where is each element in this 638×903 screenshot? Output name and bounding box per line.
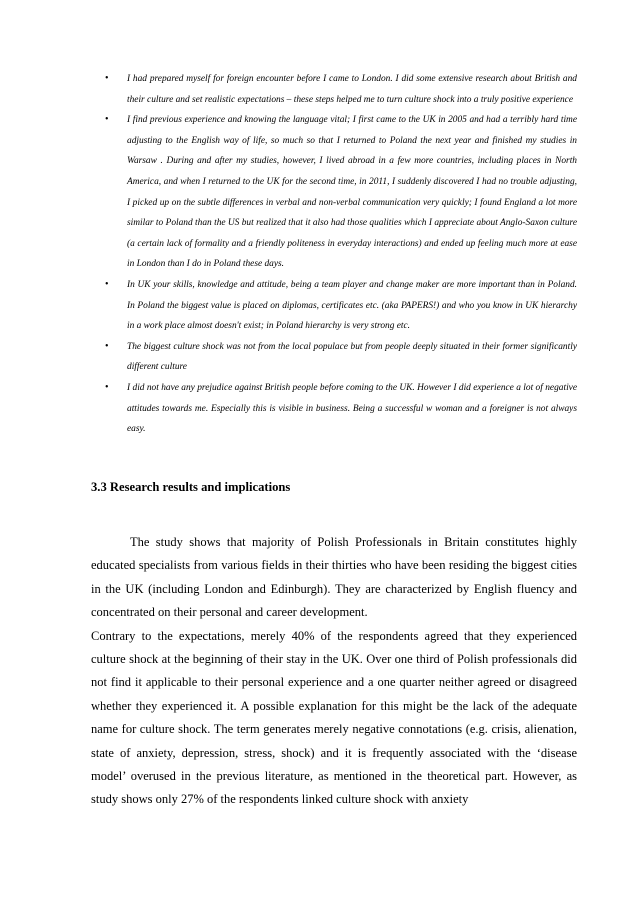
bullet-item: [91, 275, 577, 337]
bullet-text: I find previous experience and knowing the language vital; I first came to the UK in 2005 and had a terribly hard time adjusting to the English way of life, so much so that I returned to Poland the next year and finished my studies in Warsaw . During and after my studies, however, I lived abroad in a few more countries, including places in North America, and when I returned to the UK for the second time, in 2011, I suddenly discovered I had no trouble adjusting, I picked up on the subtle differences in verbal and non-verbal communication very quickly; I found England a lot more similar to Poland than the US but realized that it also had those qualities which I appreciate about Anglo-Saxon culture (a certain lack of formality and a friendly politeness in everyday interactions) and ended up feeling much more at ease in London than I do in Poland these days.: [127, 115, 577, 270]
bullet-item: [91, 110, 577, 275]
bullet-dot-icon: •: [105, 278, 109, 290]
bullet-text: In UK your skills, knowledge and attitude, being a team player and change maker are more important than in Poland. In Poland the biggest value is placed on diplomas, certificates etc. (aka PAPERS!) and who you know in UK hierarchy in a work place almost doesn't exist; in Poland hierarchy is very strong etc.: [127, 279, 577, 332]
body-paragraph: The study shows that majority of Polish Professionals in Britain constitutes highly educated specialists from various fields in their thirties who have been residing the biggest cities in the UK (including London and Edinburgh). They are characterized by English fluency and concentrated on their personal and career development.: [91, 535, 577, 620]
bullet-item: [91, 69, 577, 110]
bullet-dot-icon: •: [105, 340, 109, 352]
body-paragraph: Contrary to the expectations, merely 40% of the respondents agreed that they experienced culture shock at the beginning of their stay in the UK. Over one third of Polish professionals did not find it applicable to their personal experience and a one quarter neither agreed or disagreed whether they experienced it. A possible explanation for this might be the lack of the adequate name for culture shock. The term generates merely negative connotations (e.g. crisis, alienation, state of anxiety, depression, stress, shock) and it is frequently associated with the ‘disease model’ overused in the previous literature, as mentioned in the theoretical part. However, as study shows only 27% of the respondents linked culture shock with anxiety: [91, 628, 577, 807]
section-heading: 3.3 Research results and implications: [91, 480, 291, 494]
bullet-item: [91, 337, 577, 378]
bullet-item: [91, 378, 577, 440]
bullet-dot-icon: •: [105, 73, 109, 84]
bullet-dot-icon: •: [105, 381, 109, 393]
bullet-text: The biggest culture shock was not from the local populace but from people deeply situated in their former significantly different culture: [127, 341, 577, 373]
quote-bullet-list: [91, 69, 577, 440]
bullet-dot-icon: •: [105, 114, 109, 126]
bullet-text: I had prepared myself for foreign encounter before I came to London. I did some extensive research about British and their culture and set realistic expectations – these steps helped me to turn culture shock into a truly positive experience: [127, 74, 577, 105]
section-body: [91, 531, 577, 812]
bullet-text: I did not have any prejudice against British people before coming to the UK. However I did experience a lot of negative attitudes towards me. Especially this is visible in business. Being a successful w woman and a foreigner is not always easy.: [127, 382, 577, 435]
